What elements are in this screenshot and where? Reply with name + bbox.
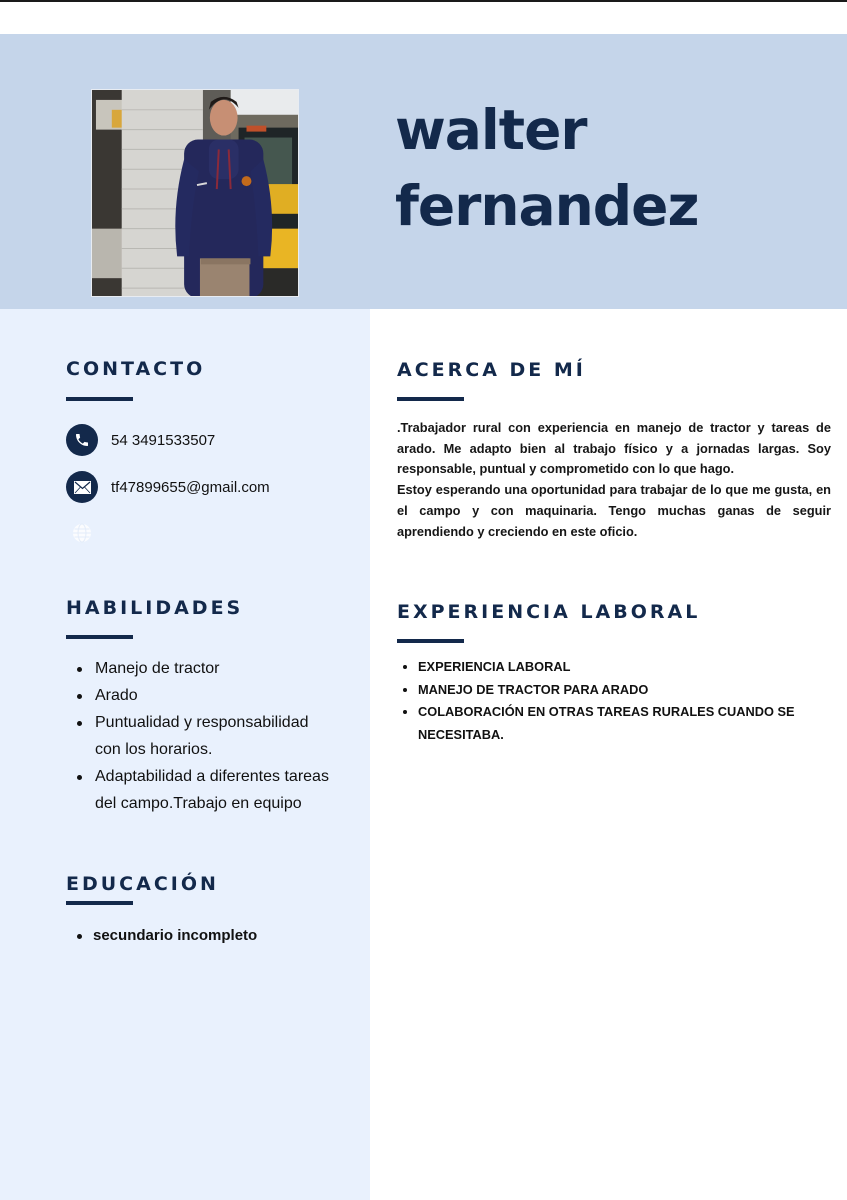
skill-item: Manejo de tractor [95,655,335,682]
education-heading: EDUCACIÓN [66,873,219,895]
education-heading-rule [66,901,133,905]
skills-heading: HABILIDADES [66,597,244,619]
profile-photo-illustration [92,90,298,296]
experience-heading: EXPERIENCIA LABORAL [397,601,701,623]
person-name [395,92,698,244]
skill-item: Arado [95,682,335,709]
contact-phone [66,424,215,456]
top-strip [0,2,847,34]
name-first: walter [395,98,587,162]
skill-item: Puntualidad y responsabilidad con los horarios. [95,709,335,763]
experience-item: MANEJO DE TRACTOR PARA ARADO [418,679,838,702]
contact-heading-rule [66,397,133,401]
skill-item: Adaptabilidad a diferentes tareas del campo.Trabajo en equipo [95,763,335,817]
phone-icon [66,424,98,456]
skills-list [95,655,335,817]
phone-number: 54 3491533507 [111,431,216,449]
contact-email [66,471,270,503]
email-address: tf47899655@gmail.com [111,478,270,496]
email-icon [66,471,98,503]
about-paragraph: Estoy esperando una oportunidad para trabajar de lo que me gusta, en el campo y con maquinaria. Tengo muchas ganas de seguir aprendiendo y creciendo en este oficio. [397,482,831,539]
globe-icon [72,523,92,543]
experience-heading-rule [397,639,464,643]
name-last: fernandez [395,174,699,238]
about-heading: ACERCA DE MÍ [397,359,586,381]
experience-list [418,656,838,746]
experience-item: EXPERIENCIA LABORAL [418,656,838,679]
about-paragraph: .Trabajador rural con experiencia en manejo de tractor y tareas de arado. Me adapto bien al trabajo físico y a jornadas largas. Soy responsable, puntual y comprometido con lo que hago. [397,420,831,477]
education-item: secundario incompleto [93,925,257,947]
education-list [93,925,257,947]
skills-heading-rule [66,635,133,639]
contact-heading: CONTACTO [66,358,206,380]
profile-photo [91,89,299,297]
about-heading-rule [397,397,464,401]
experience-item: COLABORACIÓN EN OTRAS TAREAS RURALES CUANDO SE NECESITABA. [418,701,838,746]
about-text [397,418,831,542]
